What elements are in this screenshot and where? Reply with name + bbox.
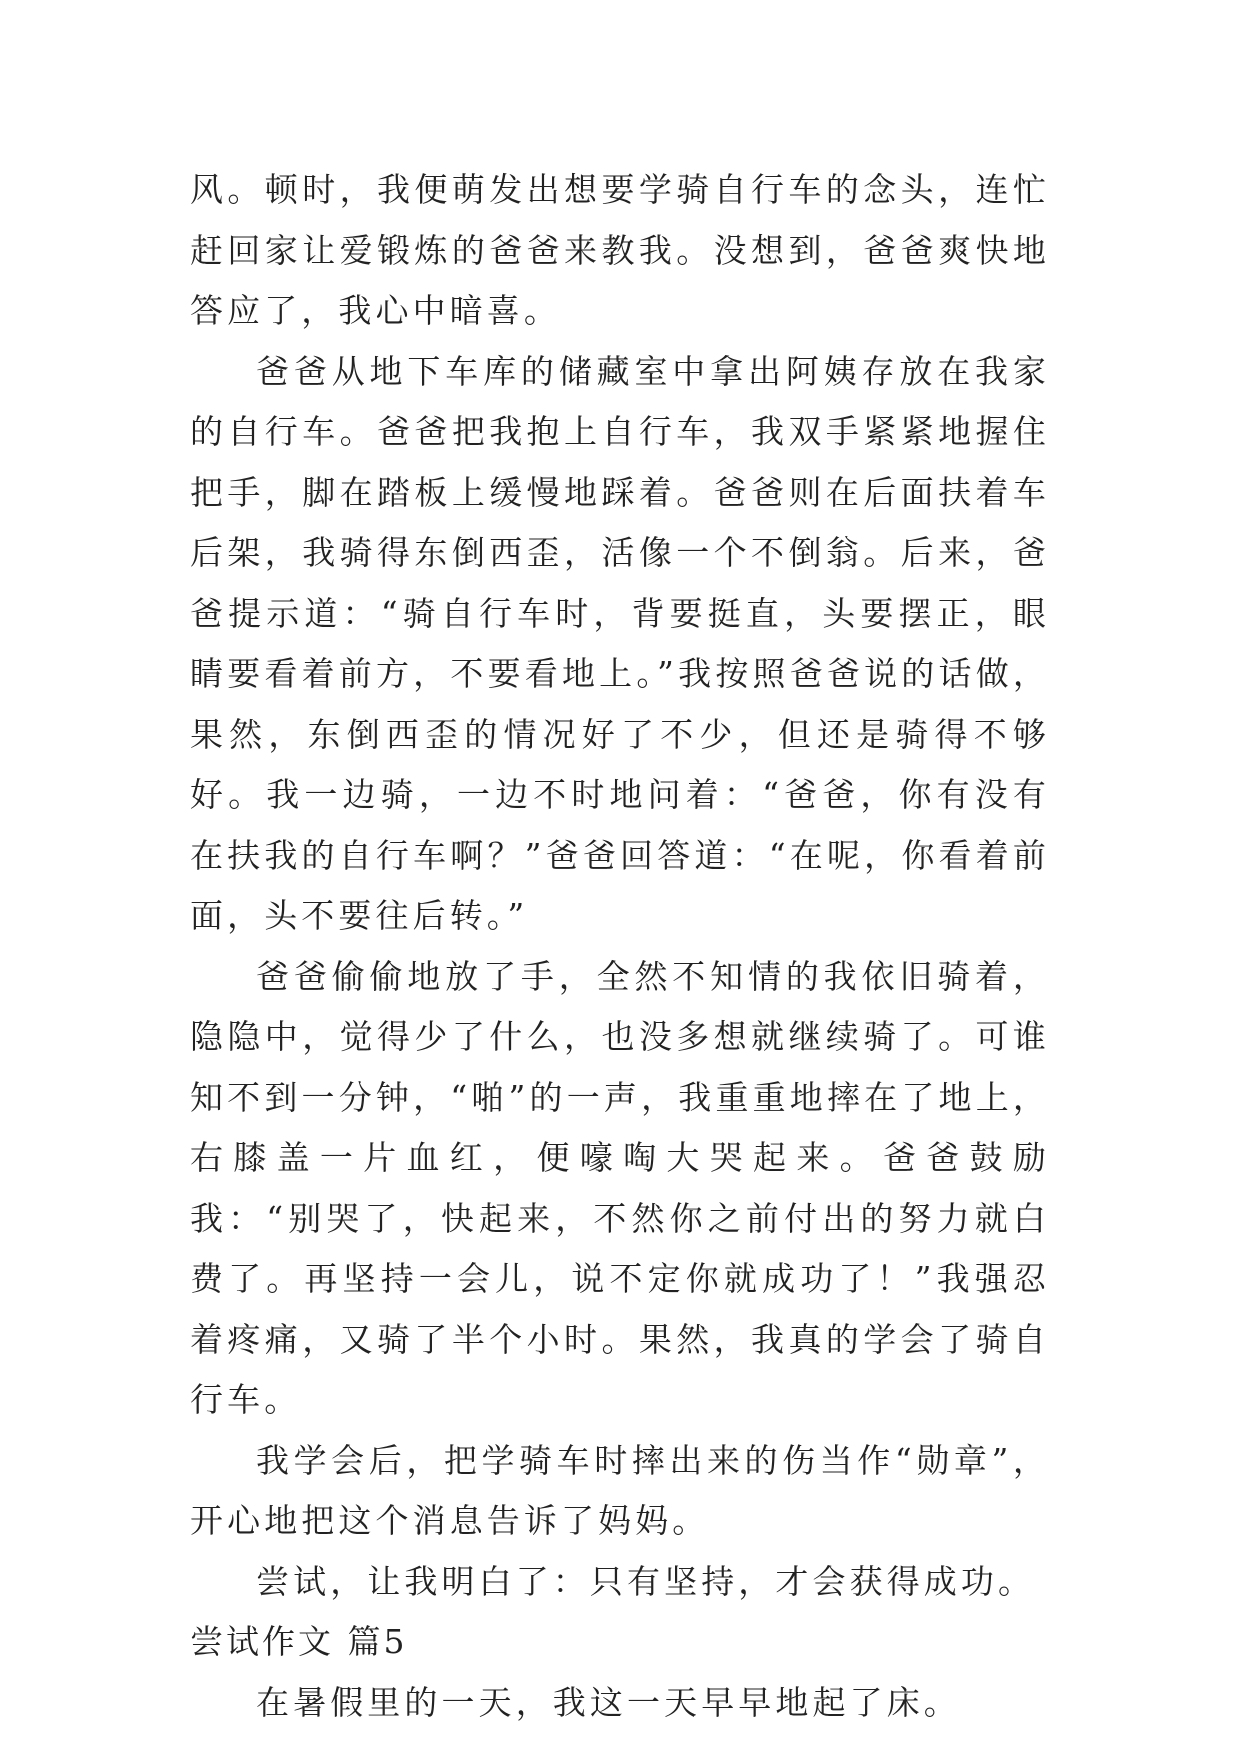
paragraph-1: 风。顿时，我便萌发出想要学骑自行车的念头，连忙赶回家让爱锻炼的爸爸来教我。没想到，爸爸爽快地答应了，我心中暗喜。 [190,170,1050,330]
essay-body [190,160,1050,1733]
paragraph-4: 我学会后，把学骑车时摔出来的伤当作“勋章”，开心地把这个消息告诉了妈妈。 [190,1440,1050,1540]
paragraph-5: 尝试，让我明白了：只有坚持，才会获得成功。 [256,1561,1036,1601]
paragraph-6: 在暑假里的一天，我这一天早早地起了床。 [256,1682,961,1722]
paragraph-3: 爸爸偷偷地放了手，全然不知情的我依旧骑着，隐隐中，觉得少了什么，也没多想就继续骑了。可谁知不到一分钟，“啪”的一声，我重重地摔在了地上，右膝盖一片血红，便嚎啕大哭起来。爸爸鼓励我：“别哭了，快起来，不然你之前付出的努力就白费了。再坚持一会儿，说不定你就成功了！”我强忍着疼痛，又骑了半个小时。果然，我真的学会了骑自行车。 [190,956,1050,1419]
section-heading: 尝试作文 篇5 [190,1622,408,1661]
paragraph-2: 爸爸从地下车库的储藏室中拿出阿姨存放在我家的自行车。爸爸把我抱上自行车，我双手紧紧地握住把手，脚在踏板上缓慢地踩着。爸爸则在后面扶着车后架，我骑得东倒西歪，活像一个不倒翁。后来，爸爸提示道：“骑自行车时，背要挺直，头要摆正，眼睛要看着前方，不要看地上。”我按照爸爸说的话做，果然，东倒西歪的情况好了不少，但还是骑得不够好。我一边骑，一边不时地问着：“爸爸，你有没有在扶我的自行车啊？”爸爸回答道：“在呢，你看着前面，头不要往后转。” [190,351,1050,935]
